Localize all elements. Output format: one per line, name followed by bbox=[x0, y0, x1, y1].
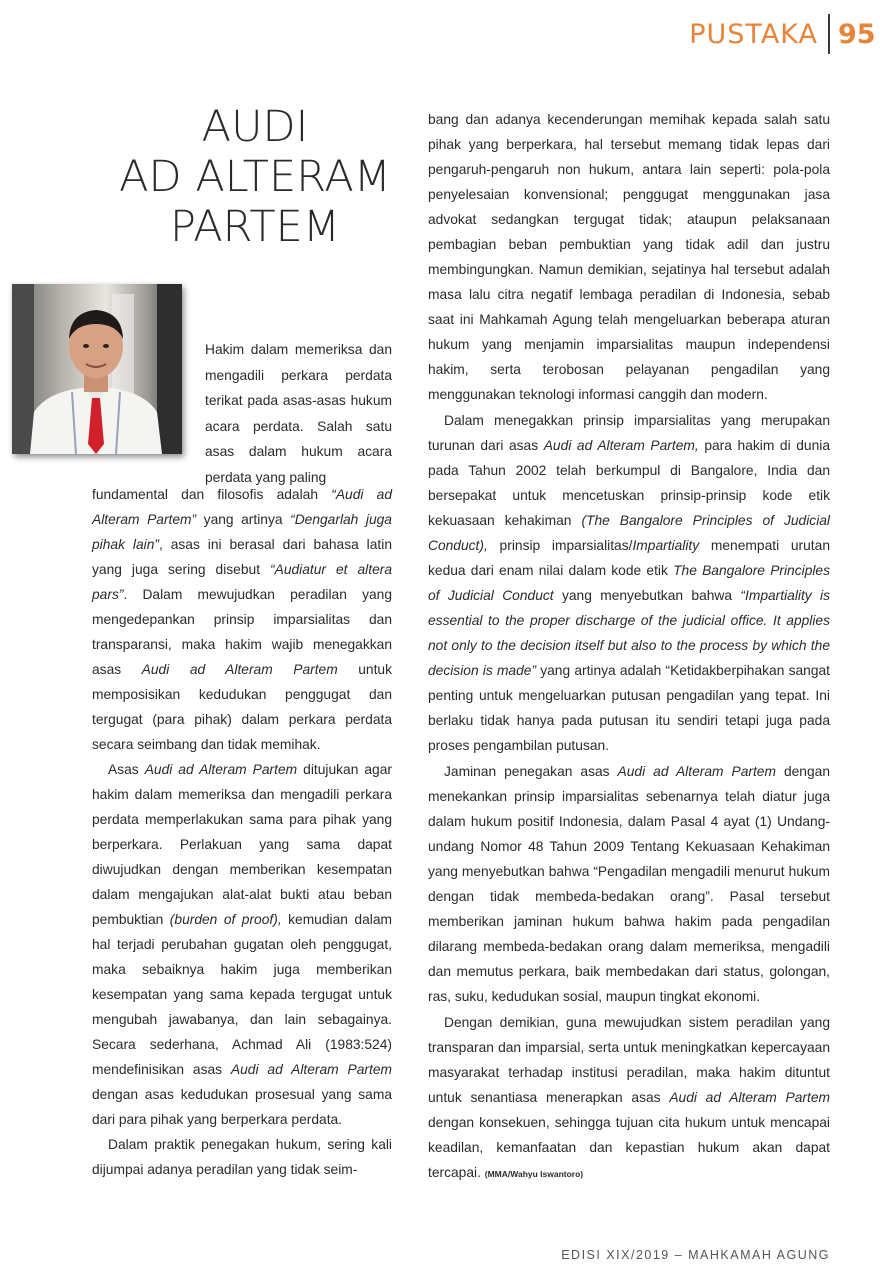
text-run: prinsip imparsialitas/ bbox=[487, 538, 633, 553]
text-run: Jaminan penegakan asas bbox=[444, 764, 618, 779]
section-label: PUSTAKA bbox=[689, 18, 818, 50]
article-title bbox=[70, 102, 440, 252]
italic-run: Audi ad Alteram Partem bbox=[617, 764, 776, 779]
text-run: yang menyebutkan bahwa bbox=[553, 588, 741, 603]
title-line-2: AD ALTERAM bbox=[119, 152, 391, 202]
paragraph: Dalam praktik penegakan hukum, sering kali dijumpai adanya peradilan yang tidak seim- bbox=[92, 1137, 392, 1177]
paragraph bbox=[428, 759, 830, 1009]
text-run: yang artinya adalah “Ketidakberpihakan sangat penting untuk mengeluarkan putusan pengadilan yang tepat. Ini berlaku tidak hanya pada putusan itu sendiri tetapi juga pada proses pengambilan putusan. bbox=[428, 663, 830, 753]
author-credit: (MMA/Wahyu Iswantoro) bbox=[484, 1169, 584, 1179]
title-line-3: PARTEM bbox=[170, 202, 340, 252]
italic-run: Audi ad Alteram Partem, bbox=[543, 438, 699, 453]
text-run: untuk memposisikan kedudukan penggugat dan tergugat (para pihak) dalam perkara perdata secara seimbang dan tidak memihak. bbox=[92, 662, 392, 752]
italic-run: “Dengarlah juga pihak lain” bbox=[92, 512, 392, 552]
italic-run: Audi ad Alteram Partem bbox=[669, 1090, 830, 1105]
text-run: Dengan demikian, guna mewujudkan sistem peradilan yang transparan dan imparsial, serta untuk meningkatkan kepercayaan masyarakat terhadap institusi peradilan, maka hakim dituntut untuk senantiasa menerapkan asas bbox=[428, 1015, 830, 1105]
paragraph: bang dan adanya kecenderungan memihak kepada salah satu pihak yang berperkara, hal tersebut memang tidak lepas dari pengaruh-pengaruh non hukum, antara lain seperti: pola-pola penyelesaian konvensional; penggugat menggunakan jasa advokat sedangkan tergugat tidak; ataupun pelaksanaan pembagian beban pembuktian yang tidak adil dan justru membingungkan. Namun demikian, sejatinya hal tersebut adalah masa lalu citra negatif lembaga peradilan di Indonesia, sebab saat ini Mahkamah Agung telah mengeluarkan beberapa aturan hukum yang menjamin imparsialitas maupun independensi hakim, serta terobosan pelayanan pengadilan yang menggunakan teknologi informasi canggih dan modern. bbox=[428, 112, 830, 402]
page-footer: EDISI XIX/2019 – MAHKAMAH AGUNG bbox=[561, 1248, 830, 1262]
italic-run: “Audiatur et altera pars” bbox=[92, 562, 393, 602]
italic-run: “Impartiality is essential to the proper discharge of the judicial office. It applies not only to the decision itself but also to the process by which the decision is made” bbox=[428, 588, 831, 678]
italic-run: Audi ad Alteram Partem bbox=[230, 1062, 392, 1077]
text-run: dengan menekankan prinsip imparsialitas sebenarnya telah diatur juga dalam hukum positif Indonesia, dalam Pasal 4 ayat (1) Undang-undang Nomor 48 Tahun 2009 Tentang Kekuasaan Kehakiman yang menyebutkan bahwa “Pengadilan mengadili menurut hukum dengan tidak membeda-bedakan orang”. Pasal tersebut memberikan jaminan hukum bahwa hakim pada pengadilan dilarang membeda-bedakan orang dalam memeriksa, mengadili dan memutus perkara, baik membedakan dari status, golongan, ras, suku, kedudukan sosial, maupun tingkat ekonomi. bbox=[428, 764, 830, 1004]
text-run: . Dalam mewujudkan peradilan yang mengedepankan prinsip imparsialitas dan transparansi, maka hakim wajib menegakkan asas bbox=[92, 587, 392, 677]
column-left bbox=[92, 482, 392, 1182]
column-right bbox=[428, 107, 830, 1187]
text-run: Asas bbox=[108, 762, 145, 777]
italic-run: “Audi ad Alteram Partem” bbox=[92, 487, 392, 527]
paragraph bbox=[428, 1010, 830, 1187]
text-run: fundamental dan filosofis adalah bbox=[92, 487, 332, 502]
italic-run: Audi ad Alteram Partem bbox=[144, 762, 298, 777]
italic-run: (The Bangalore Principles of Judicial Conduct), bbox=[428, 513, 830, 553]
header-divider bbox=[828, 14, 830, 54]
italic-run: The Bangalore Principles of Judicial Conduct bbox=[428, 563, 830, 603]
paragraph bbox=[92, 482, 392, 757]
paragraph bbox=[428, 408, 830, 758]
text-run: dengan asas kedudukan prosesual yang sama dari para pihak yang berperkara perdata. bbox=[92, 1087, 392, 1127]
italic-run: Audi ad Alteram Partem bbox=[141, 662, 338, 677]
italic-run: Impartiality bbox=[632, 538, 700, 553]
text-run: ditujukan agar hakim dalam memeriksa dan mengadili perkara perdata memperlakukan sama para pihak yang berperkara. Perlakuan yang sama dapat diwujudkan dengan memberikan kesempatan dalam mengajukan alat-alat bukti atau beban pembuktian bbox=[92, 762, 393, 927]
title-line-1: AUDI bbox=[201, 102, 309, 152]
text-run: , asas ini berasal dari bahasa latin yang juga sering disebut bbox=[92, 537, 392, 577]
page-number: 95 bbox=[838, 18, 876, 50]
italic-run: (burden of proof), bbox=[169, 912, 282, 927]
text-run: dengan konsekuen, sehingga tujuan cita hukum untuk mencapai keadilan, kemanfaatan dan kepastian hukum akan dapat tercapai. bbox=[428, 1115, 830, 1180]
paragraph bbox=[92, 757, 392, 1132]
portrait-photo bbox=[12, 284, 182, 454]
text-run: kemudian dalam hal terjadi perubahan gugatan oleh penggugat, maka sebaiknya hakim juga memberikan kesempatan yang sama kepada tergugat untuk mengubah jawabanya, dan lain sebagainya. Secara sederhana, Achmad Ali (1983:524) mendefinisikan asas bbox=[92, 912, 392, 1077]
intro-text: Hakim dalam memeriksa dan mengadili perkara perdata terikat pada asas-asas hukum acara perdata. Salah satu asas dalam hukum acara perdata yang paling bbox=[205, 342, 392, 485]
page-header bbox=[689, 14, 880, 54]
text-run: yang artinya bbox=[196, 512, 291, 527]
text-run: menempati urutan kedua dari enam nilai dalam kode etik bbox=[428, 538, 830, 578]
portrait-icon bbox=[12, 284, 182, 454]
text-run: para hakim di dunia pada Tahun 2002 telah berkumpul di Bangalore, India dan bersepakat untuk mencetuskan prinsip-prinsip kode etik kekuasaan kehakiman bbox=[428, 438, 830, 528]
text-run: Dalam menegakkan prinsip imparsialitas yang merupakan turunan dari asas bbox=[428, 413, 830, 453]
